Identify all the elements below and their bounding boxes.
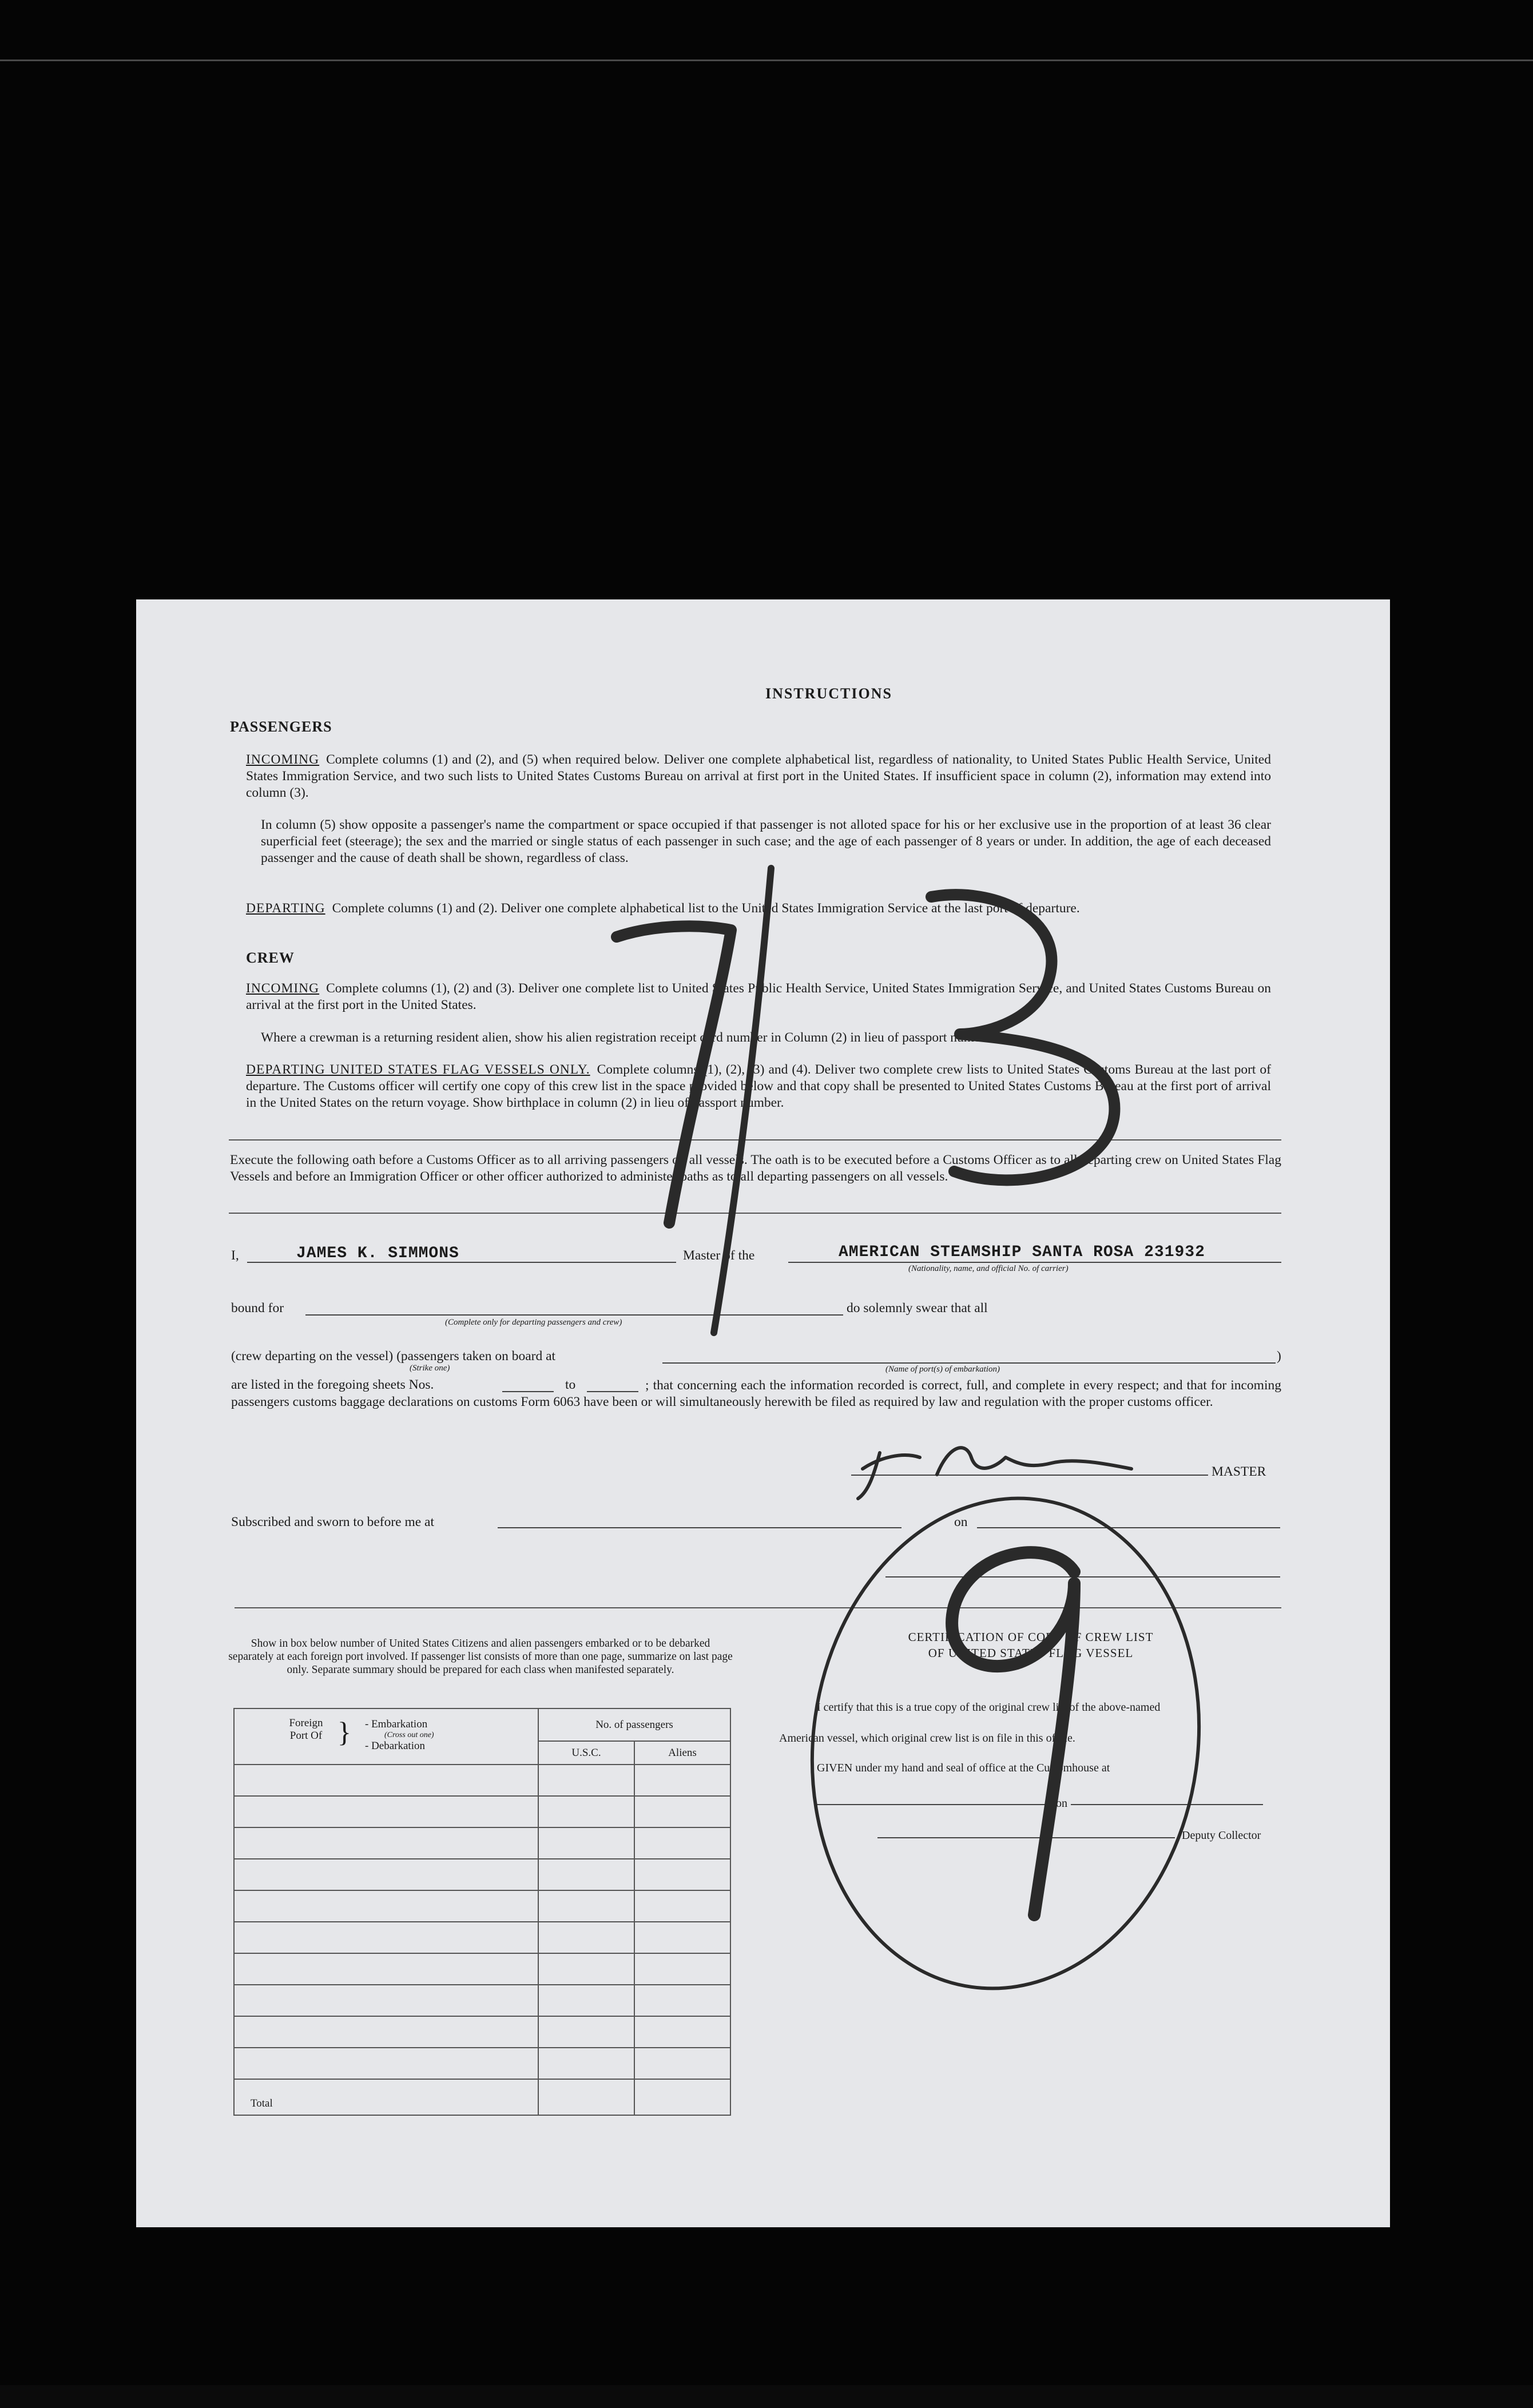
no-passengers-header: No. of passengers (538, 1708, 730, 1741)
cert-on-label: on (1053, 1797, 1071, 1810)
summary-instructions: Show in box below number of United States Citizens and alien passengers embarked or to be debarked separately at each foreign port involved. If passenger list consists of more than one page, summarize on last page only. Separate summary should be prepared for each class when manifested separately. (228, 1638, 733, 1676)
vessel-value: AMERICAN STEAMSHIP SANTA ROSA 231932 (839, 1243, 1205, 1261)
master-signature (858, 1448, 1131, 1499)
crew-departing-label: (crew departing on the vessel) (passengers taken on board at (231, 1349, 556, 1364)
subscribed-label: Subscribed and sworn to before me at (231, 1515, 435, 1529)
crew-incoming-label: INCOMING (246, 981, 320, 996)
listed-text: ; that concerning each the information recorded is correct, full, and complete in every respect; and that for incoming passengers customs baggage declarations on customs Form 6063 have been or will simultaneously herewith be filed as required by law and regulation with the proper customs officer. (231, 1378, 1281, 1409)
master-label: MASTER (1212, 1464, 1266, 1479)
fraction-three-stroke (931, 895, 1114, 1180)
certification-title-line1: CERTIFICATION OF COPY OF CREW LIST (908, 1630, 1154, 1644)
passengers-incoming-text: Complete columns (1) and (2), and (5) when required below. Deliver one complete alphabetical list, regardless of nationality, to United States Public Health Service, United States Immigration Service, and two such lists to United States Customs Bureau on arrival at first port in the United States. If insufficient space in column (2), information may extend into column (3). (246, 752, 1271, 800)
crew-heading: CREW (246, 949, 295, 966)
oath-i-label: I, (231, 1248, 239, 1263)
master-name-value: JAMES K. SIMMONS (296, 1245, 459, 1262)
document-page (136, 599, 1390, 2227)
usc-header: U.S.C. (538, 1741, 634, 1765)
scanner-bottom-band (0, 2385, 1533, 2408)
listed-label: are listed in the foregoing sheets Nos. (231, 1377, 434, 1392)
page-title: INSTRUCTIONS (765, 685, 892, 702)
total-label: Total (234, 2079, 538, 2115)
strike-caption: (Strike one) (410, 1364, 450, 1373)
alien-paragraph: Where a crewman is a returning resident alien, show his alien registration receipt card number in Column (2) in lieu of passport number. (261, 1030, 994, 1045)
certify-text-2: American vessel, which original crew list is on file in this office. (779, 1732, 1075, 1745)
passengers-heading: PASSENGERS (230, 718, 332, 735)
ports-caption: (Name of port(s) of embarkation) (885, 1365, 1000, 1374)
brace-glyph: } (337, 1716, 351, 1748)
given-text: GIVEN under my hand and seal of office at the Customhouse at (817, 1762, 1110, 1774)
passengers-departing-text: Complete columns (1) and (2). Deliver one complete alphabetical list to the United States Immigration Service at the last port of departure. (332, 901, 1080, 916)
crew-departing-label: DEPARTING UNITED STATES FLAG VESSELS ONLY. (246, 1062, 590, 1077)
vessel-caption: (Nationality, name, and official No. of carrier) (908, 1264, 1069, 1273)
master-of-label: Master of the (683, 1248, 755, 1263)
bound-for-label: bound for (231, 1301, 284, 1316)
circled-nine-stroke (952, 1552, 1074, 1915)
embarkation-label: - Embarkation (365, 1718, 428, 1730)
handwriting-overlay (136, 599, 1390, 2227)
swear-label: do solemnly swear that all (847, 1301, 988, 1316)
foreign-port-label: Foreign Port Of (289, 1717, 323, 1742)
fraction-slash-stroke (714, 868, 771, 1333)
column5-paragraph: In column (5) show opposite a passenger's name the compartment or space occupied if that passenger is not alloted space for his or her exclusive use in the proportion of at least 36 clear superficial feet (steerage); the sex and the married or single status of each passenger in such case; and the age of each passenger of 8 years or under. In addition, the age of each deceased passenger and the cause of death shall be shown, regardless of class. (261, 817, 1271, 865)
aliens-header: Aliens (634, 1741, 730, 1765)
certify-text-1: I certify that this is a true copy of the original crew list of the above-named (817, 1701, 1161, 1714)
cross-out-caption: (Cross out one) (384, 1731, 434, 1739)
certification-title-line2: OF UNITED STATES FLAG VESSEL (928, 1646, 1134, 1660)
scanner-top-rule (0, 59, 1533, 61)
deputy-label: , Deputy Collector (1176, 1829, 1261, 1842)
passengers-incoming-label: INCOMING (246, 752, 320, 767)
to-label: to (565, 1377, 576, 1392)
debarkation-label: - Debarkation (365, 1740, 425, 1752)
fraction-seven-stroke (617, 926, 731, 1223)
oath-instruction: Execute the following oath before a Customs Officer as to all arriving passengers on all vessels. The oath is to be executed before a Customs Officer as to all departing crew on United States Flag Vessels and before an Immigration Officer or other officer authorized to administer oaths as to all departing passengers on all vessels. (230, 1153, 1281, 1184)
crew-departing-text: Complete columns (1), (2), (3) and (4). Deliver two complete crew lists to United States Customs Bureau at the last port of departure. The Customs officer will certify one copy of this crew list in the space provided below and that copy shall be presented to United States Customs Bureau at the first port of arrival in the United States on the return voyage. Show birthplace in column (2) in lieu of passport number. (246, 1062, 1271, 1110)
crew-incoming-text: Complete columns (1), (2) and (3). Deliver one complete list to United States Public Health Service, United States Immigration Service, and United States Customs Bureau on arrival at the first port in the United States. (246, 981, 1271, 1012)
bound-for-caption: (Complete only for departing passengers and crew) (445, 1318, 622, 1327)
subscribed-on-label: on (954, 1515, 968, 1529)
ports-close-paren: ) (1277, 1349, 1281, 1364)
passengers-departing-label: DEPARTING (246, 901, 325, 916)
